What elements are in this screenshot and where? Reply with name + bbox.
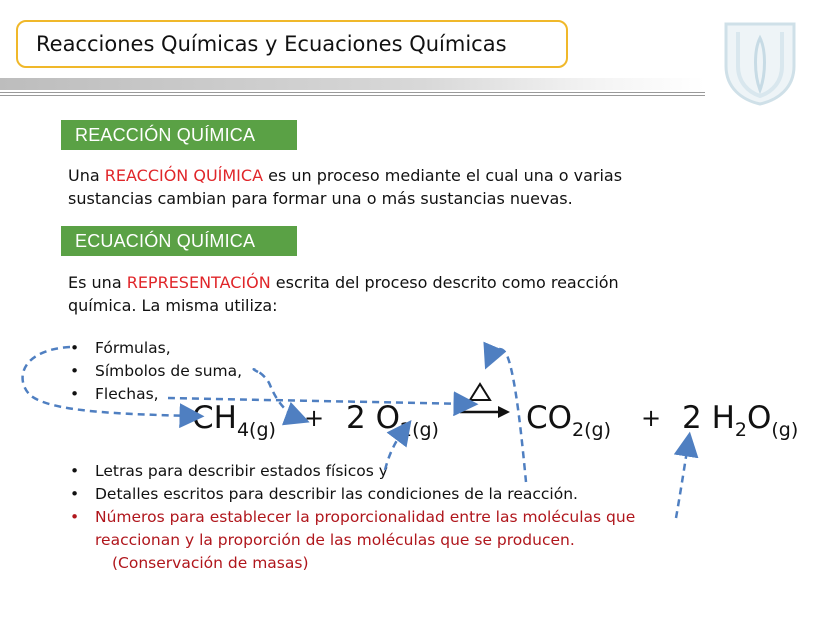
reaction-line-1 bbox=[68, 164, 622, 187]
reaction-section-label-text: REACCIÓN QUÍMICA bbox=[75, 125, 256, 145]
ch4-term bbox=[192, 398, 276, 450]
reaction-highlight: REACCIÓN QUÍMICA bbox=[104, 166, 264, 185]
dashed-arrow-numbers bbox=[676, 444, 688, 518]
equation-section-label bbox=[61, 226, 297, 256]
mass-conservation-note: (Conservación de masas) bbox=[112, 554, 309, 572]
slide-title-box bbox=[16, 20, 568, 68]
bullet-numbers-line-2: reaccionan y la proporción de las moléculas que se producen. bbox=[95, 531, 575, 549]
h2o-subscript-1: 2 bbox=[734, 419, 747, 441]
plus-sign-2: + bbox=[641, 404, 662, 432]
slide-title: Reacciones Químicas y Ecuaciones Químicas bbox=[36, 32, 507, 56]
h2o-o: O bbox=[746, 400, 772, 436]
ch4-subscript: 4(g) bbox=[236, 419, 276, 441]
reaction-text-before: Una bbox=[68, 166, 105, 185]
co2-subscript: 2(g) bbox=[572, 419, 612, 441]
reaction-paragraph bbox=[68, 164, 622, 210]
reaction-line-2: sustancias cambian para formar una o más sustancias nuevas. bbox=[68, 189, 573, 208]
equation-line-1 bbox=[68, 271, 619, 294]
header-rule-line-1 bbox=[0, 92, 705, 93]
o2-subscript: 2(g) bbox=[399, 419, 439, 441]
triangle-heat-icon bbox=[470, 384, 490, 400]
h2o-subscript-2: (g) bbox=[771, 419, 799, 441]
equation-highlight: REPRESENTACIÓN bbox=[126, 273, 271, 292]
header-rule-line-2 bbox=[0, 95, 705, 96]
h2o-base: 2 H bbox=[682, 400, 735, 436]
bullet-arrows: • Flechas, bbox=[70, 383, 242, 406]
equation-paragraph bbox=[68, 271, 619, 317]
o2-term bbox=[346, 398, 439, 450]
equation-section-label-text: ECUACIÓN QUÍMICA bbox=[75, 231, 256, 251]
h2o-term bbox=[682, 398, 798, 450]
co2-base: CO bbox=[526, 400, 573, 436]
bullets-top-list bbox=[70, 337, 242, 406]
bullet-formulas: • Fórmulas, bbox=[70, 337, 242, 360]
o2-base: 2 O bbox=[346, 400, 400, 436]
bullet-physical-states: • Letras para describir estados físicos y bbox=[70, 460, 635, 483]
bullet-sum-symbols: • Símbolos de suma, bbox=[70, 360, 242, 383]
bullet-conditions: • Detalles escritos para describir las condiciones de la reacción. bbox=[70, 483, 635, 506]
header-rule bbox=[0, 78, 705, 90]
bullet-numbers bbox=[70, 506, 635, 552]
ch4-base: CH bbox=[192, 400, 237, 436]
plus-sign-1: + bbox=[304, 404, 325, 432]
equation-line-2: química. La misma utiliza: bbox=[68, 296, 278, 315]
reaction-section-label bbox=[61, 120, 297, 150]
bullet-numbers-line-1: Números para establecer la proporcionalidad entre las moléculas que bbox=[95, 508, 636, 526]
bullets-bottom-list bbox=[70, 460, 635, 575]
equation-text-after: escrita del proceso descrito como reacción bbox=[270, 273, 619, 292]
reaction-arrow-icon bbox=[458, 380, 514, 430]
university-shield-logo-icon bbox=[720, 20, 800, 106]
co2-term bbox=[526, 398, 611, 450]
equation-text-before: Es una bbox=[68, 273, 127, 292]
reaction-text-after: es un proceso mediante el cual una o varias bbox=[263, 166, 623, 185]
